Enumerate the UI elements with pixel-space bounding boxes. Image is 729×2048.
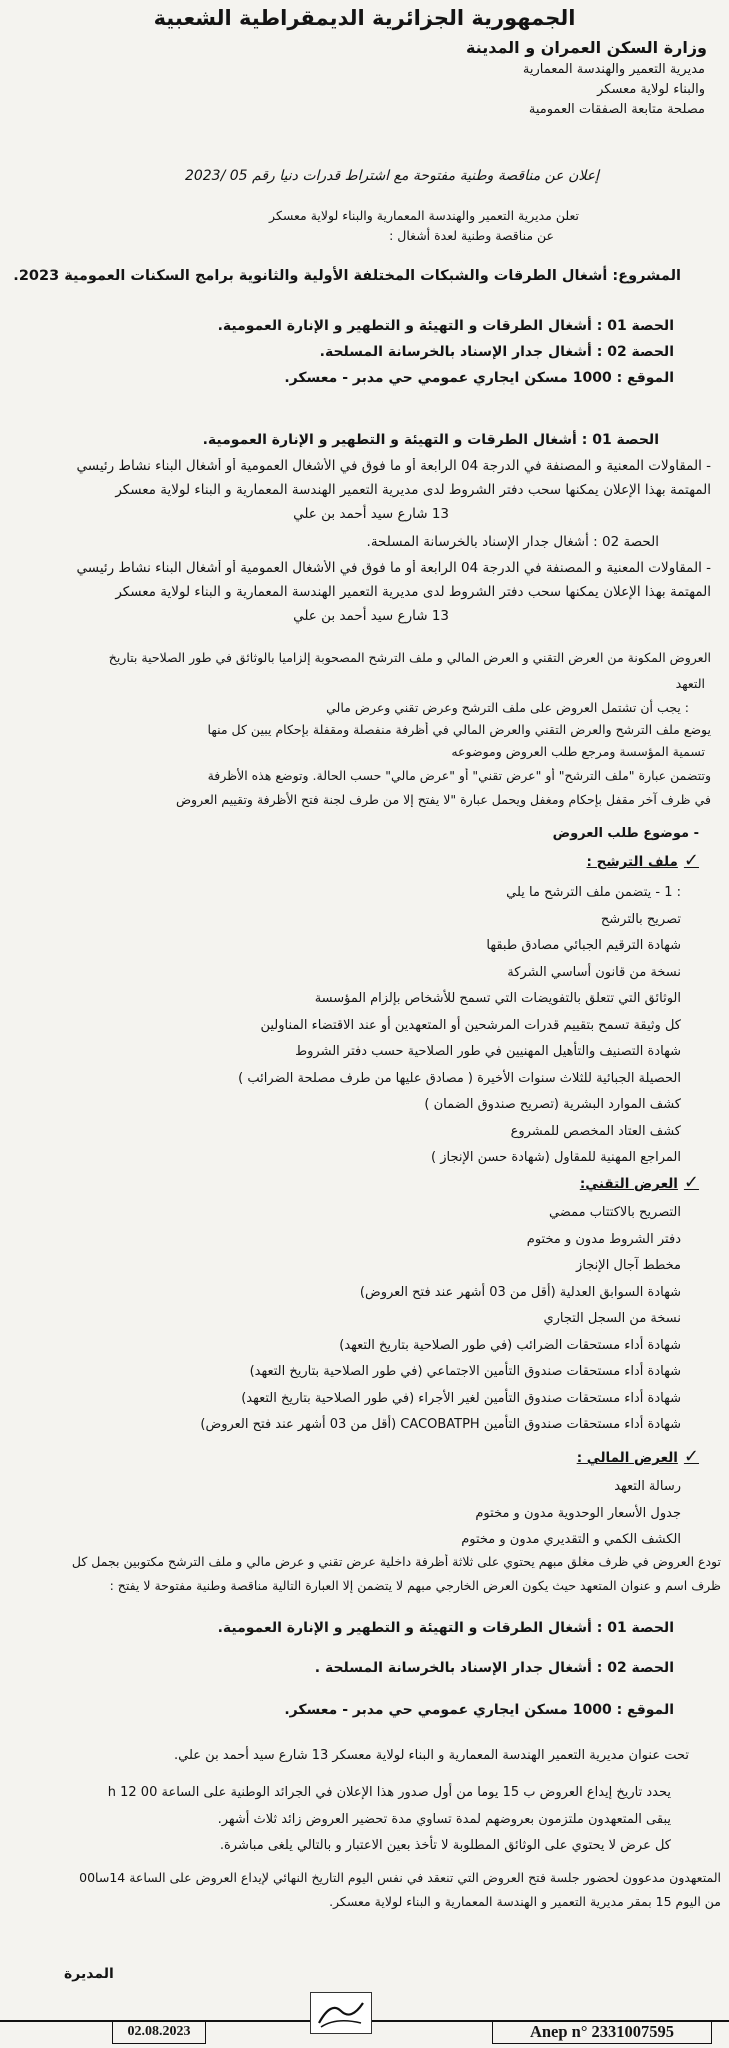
invitation-line-2: من اليوم 15 بمقر مديرية التعمير و الهندسة المعمارية و البناء لولاية معسكر. <box>329 1894 721 1909</box>
director-signature: المديرة <box>64 1966 114 1982</box>
candidature-item: • الحصيلة الجبائية للثلاث سنوات الأخيرة ( مصادق عليها من طرف مصلحة الضرائب ) <box>60 1066 681 1093</box>
financial-item: • جدول الأسعار الوحدوية مدون و مختوم <box>60 1501 681 1528</box>
anep-number: Anep n° 2331007595 <box>492 2020 712 2044</box>
wilaya-name: والبناء لولاية معسكر <box>597 82 705 97</box>
project-title: المشروع: أشغال الطرقات والشبكات المختلفة الأولية والثانوية برامج السكنات العمومية 2023. <box>13 268 681 284</box>
offers-intro-1: العروض المكونة من العرض التقني و العرض المالي و ملف الترشح المصحوبة إلزاميا بالوثائق في طور الصلاحية بتاريخ <box>108 650 711 665</box>
rules-list <box>60 1780 689 1860</box>
candidature-item: • شهادة التصنيف والتأهيل المهنيين في طور الصلاحية حسب دفتر الشروط <box>60 1039 681 1066</box>
checkmark-icon: ✓ <box>683 850 699 871</box>
rule-item: • كل عرض لا يحتوي على الوثائق المطلوبة لا تأخذ بعين الاعتبار و بالتالي يلغى مباشرة. <box>60 1833 671 1860</box>
lot-2-repeat: الحصة 02 : أشغال جدار الإسناد بالخرسانة المسلحة . <box>314 1660 674 1676</box>
lot-2-title: الحصة 02 : أشغال جدار الإسناد بالخرسانة المسلحة. <box>319 344 674 360</box>
candidature-item: • نسخة من قانون أساسي الشركة <box>60 960 681 987</box>
checkmark-icon: ✓ <box>683 1172 699 1193</box>
rule-item: • يبقى المتعهدون ملتزمون بعروضهم لمدة تساوي مدة تحضير العروض زائد ثلاث أشهر. <box>60 1807 671 1834</box>
candidature-item: • شهادة الترقيم الجبائي مصادق طبقها <box>60 933 681 960</box>
lot-2-address: 13 شارع سيد أحمد بن علي <box>293 608 449 624</box>
lot-1-title: الحصة 01 : أشغال الطرقات و التهيئة و التطهير و الإنارة العمومية. <box>217 318 674 334</box>
technical-title-text: العرض التقني: <box>579 1176 678 1192</box>
candidature-list <box>60 880 699 1172</box>
candidature-item: • كشف الموارد البشرية (تصريح صندوق الضمان ) <box>60 1092 681 1119</box>
financial-item: • رسالة التعهد <box>60 1474 681 1501</box>
announcement-line-1: تعلن مديرية التعمير والهندسة المعمارية والبناء لولاية معسكر <box>269 208 579 223</box>
financial-item: • الكشف الكمي و التقديري مدون و مختوم <box>60 1527 681 1554</box>
invitation-line-1: المتعهدون مدعوون لحضور جلسة فتح العروض التي تنعقد في نفس اليوم التاريخ النهائي لإيداع العروض على الساعة 14سا00 <box>79 1870 721 1885</box>
technical-item: • مخطط آجال الإنجاز <box>60 1253 681 1280</box>
deposit-line-1: تودع العروض في ظرف مغلق مبهم يحتوي على ثلاثة أظرفة داخلية عرض تقني و عرض مالي و ملف الترشح مكتوبين بجمل كل <box>71 1554 721 1569</box>
newspaper-stamp-logo <box>310 1992 372 2034</box>
technical-item: • شهادة أداء مستحقات صندوق التأمين لغير الأجراء (في طور الصلاحية بتاريخ التعهد) <box>60 1386 681 1413</box>
offers-intro-2: التعهد <box>675 676 705 691</box>
candidature-title-text: ملف الترشح : <box>586 854 678 870</box>
ministry-name: وزارة السكن العمران و المدينة <box>465 38 707 57</box>
financial-list <box>60 1474 699 1554</box>
technical-item: • التصريح بالاكتتاب ممضي <box>60 1200 681 1227</box>
candidature-item: • تصريح بالترشح <box>60 907 681 934</box>
candidature-item: • كشف العتاد المخصص للمشروع <box>60 1119 681 1146</box>
address-line: تحت عنوان مديرية التعمير الهندسة المعمارية و البناء لولاية معسكر 13 شارع سيد أحمد بن علي. <box>174 1748 689 1763</box>
technical-item: • نسخة من السجل التجاري <box>60 1306 681 1333</box>
stamp-icon <box>311 1993 371 2033</box>
deposit-line-2: ظرف اسم و عنوان المتعهد حيث يكون العرض الخارجي مبهم لا يتضمن إلا العبارة التالية مناقصة وطنية مفتوحة لا يفتح : <box>109 1578 721 1593</box>
directorate-name: مديرية التعمير والهندسة المعمارية <box>522 62 705 77</box>
technical-item: • شهادة أداء مستحقات صندوق التأمين الاجتماعي (في طور الصلاحية بتاريخ التعهد) <box>60 1359 681 1386</box>
technical-list <box>60 1200 699 1439</box>
candidature-item: • كل وثيقة تسمح بتقييم قدرات المرشحين أو المتعهدين أو عند الاقتضاء المناولين <box>60 1013 681 1040</box>
financial-title <box>577 1446 699 1467</box>
department-name: مصلحة متابعة الصفقات العمومية <box>528 102 705 117</box>
offers-intro-6: وتتضمن عبارة "ملف الترشح" أو "عرض تقني" أو "عرض مالي" حسب الحالة. وتوضع هذه الأظرفة <box>207 768 711 783</box>
republic-title: الجمهورية الجزائرية الديمقراطية الشعبية <box>153 6 576 30</box>
checkmark-icon: ✓ <box>683 1446 699 1467</box>
lot-2-heading: الحصة 02 : أشغال جدار الإسناد بالخرسانة المسلحة. <box>366 534 659 550</box>
offers-intro-5: تسمية المؤسسة ومرجع طلب العروض وموضوعه <box>451 744 705 759</box>
rule-item: • يحدد تاريخ إيداع العروض ب 15 يوما من أول صدور هذا الإعلان في الجرائد الوطنية على الساعة 00 h 12 <box>60 1780 671 1807</box>
technical-item: • شهادة أداء مستحقات صندوق التأمين CACOBATPH (أقل من 03 أشهر عند فتح العروض) <box>60 1412 681 1439</box>
lot-1-heading: الحصة 01 : أشغال الطرقات و التهيئة و التطهير و الإنارة العمومية. <box>202 432 659 448</box>
technical-title <box>580 1172 699 1193</box>
announcement-line-2: عن مناقصة وطنية لعدة أشغال : <box>389 228 554 243</box>
candidature-item: • الوثائق التي تتعلق بالتفويضات التي تسمح للأشخاص بإلزام المؤسسة <box>60 986 681 1013</box>
offers-intro-4: يوضع ملف الترشح والعرض التقني والعرض المالي في أظرفة منفصلة ومقفلة بإحكام يبين كل منها <box>207 722 711 737</box>
candidature-item: • : 1 - يتضمن ملف الترشح ما يلي <box>60 880 681 907</box>
candidature-title <box>587 850 699 871</box>
lot-1-condition-2: المهتمة بهذا الإعلان يمكنها سحب دفتر الشروط لدى مديرية التعمير الهندسة المعمارية و البناء لولاية معسكر <box>115 482 711 498</box>
financial-title-text: العرض المالي : <box>576 1450 678 1466</box>
lot-1-condition-1: - المقاولات المعنية و المصنفة في الدرجة 04 الرابعة أو ما فوق في الأشغال العمومية أو أشغال البناء نشاط رئيسي <box>76 458 711 474</box>
lot-1-repeat: الحصة 01 : أشغال الطرقات و التهيئة و التطهير و الإنارة العمومية. <box>217 1620 674 1636</box>
lot-2-condition-1: - المقاولات المعنية و المصنفة في الدرجة 04 الرابعة أو ما فوق في الأشغال العمومية أو أشغال البناء نشاط رئيسي <box>76 560 711 576</box>
site-title: الموقع : 1000 مسكن ايجاري عمومي حي مدبر - معسكر. <box>284 370 674 386</box>
dossier-heading: - موضوع طلب العروض <box>552 826 699 841</box>
technical-item: • دفتر الشروط مدون و مختوم <box>60 1227 681 1254</box>
site-repeat: الموقع : 1000 مسكن ايجاري عمومي حي مدبر - معسكر. <box>284 1702 674 1718</box>
technical-item: • شهادة السوابق العدلية (أقل من 03 أشهر عند فتح العروض) <box>60 1280 681 1307</box>
candidature-item: • المراجع المهنية للمقاول (شهادة حسن الإنجاز ) <box>60 1145 681 1172</box>
announcement-title: إعلان عن مناقصة وطنية مفتوحة مع اشتراط قدرات دنيا رقم 05 /2023 <box>184 168 599 184</box>
publication-date: 02.08.2023 <box>112 2020 206 2044</box>
lot-1-address: 13 شارع سيد أحمد بن علي <box>293 506 449 522</box>
lot-2-condition-2: المهتمة بهذا الإعلان يمكنها سحب دفتر الشروط لدى مديرية التعمير الهندسة المعمارية و البناء لولاية معسكر <box>115 584 711 600</box>
offers-intro-3: : يجب أن تشتمل العروض على ملف الترشح وعرض تقني وعرض مالي <box>326 700 689 715</box>
technical-item: • شهادة أداء مستحقات الضرائب (في طور الصلاحية بتاريخ التعهد) <box>60 1333 681 1360</box>
offers-intro-7: في ظرف آخر مقفل بإحكام ومغفل ويحمل عبارة "لا يفتح إلا من طرف لجنة فتح الأظرفة وتقييم العروض <box>175 792 711 807</box>
